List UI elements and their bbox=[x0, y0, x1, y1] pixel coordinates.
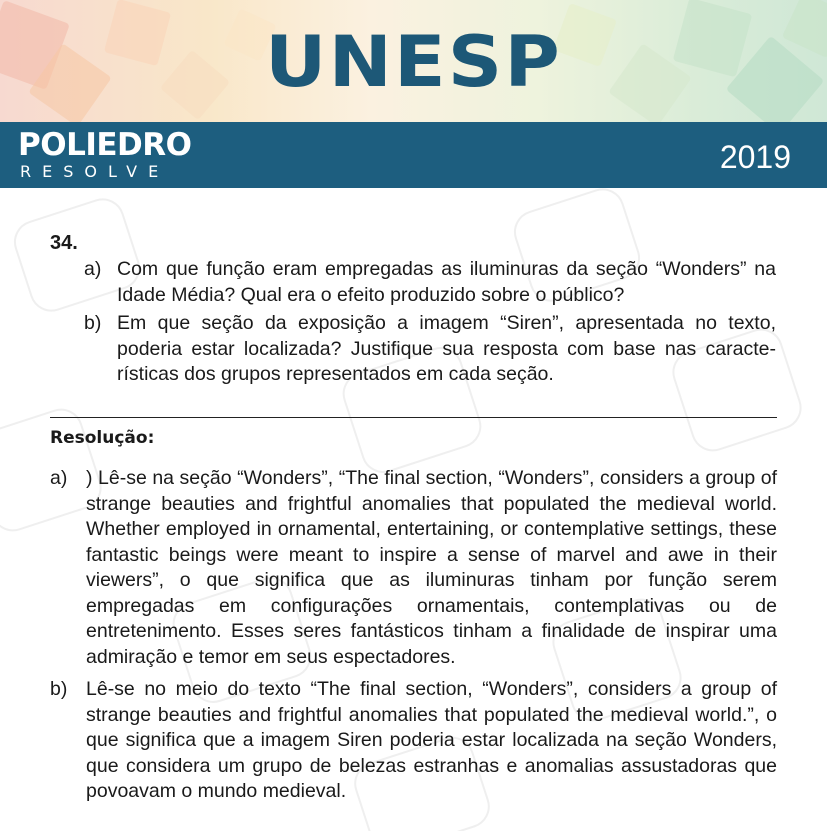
resolution-item-b bbox=[50, 677, 777, 805]
item-text: Em que seção da exposição a imagem “Siren”, apresentada no texto, poderia estar localizada? Justifique sua resposta com base nas características dos grupos representados em cada seção. bbox=[117, 312, 776, 385]
item-label: a) bbox=[50, 467, 68, 489]
item-text: Lê-se no meio do texto “The final section, “Wonders”, considers a group of strange beauties and frightful anomalies that populated the medieval world.”, o que significa que a imagem Siren poderia estar localizada na seção Wonders, que considera um grupo de belezas estranhas e anomalias assustadoras que povoavam o mundo medieval. bbox=[86, 678, 777, 802]
exam-title: UNESP bbox=[265, 21, 562, 103]
item-text: ) Lê-se na seção “Wonders”, “The final section, “Wonders”, considers a group of strange beauties and frightful anomalies that populated the medieval world. Whether employed in ornamental, entertaining, or contemplative settings, these fantastic beings were meant to inspire a sense of marvel and awe in their viewers”, o que significa que as iluminuras tinham por função serem empregadas em configurações ornamentais, contemplativas ou de entretenimento. Esses seres fantásticos tinham a finalidade de inspirar uma admiração e temor em seus espectadores. bbox=[86, 467, 777, 668]
section-divider bbox=[50, 417, 777, 418]
resolution-item-a bbox=[50, 466, 777, 670]
brand-logo-name: POLIEDRO bbox=[18, 127, 192, 163]
item-label: b) bbox=[84, 312, 102, 334]
resolution-title: Resolução: bbox=[50, 428, 155, 448]
item-text: Com que função eram empregadas as iluminuras da seção “Wonders” na Idade Média? Qual era o efeito produzido sobre o público? bbox=[117, 258, 776, 306]
question-item-a bbox=[84, 257, 776, 308]
brand-logo-subtitle: RESOLVE bbox=[20, 162, 170, 181]
question-item-b bbox=[84, 311, 776, 388]
item-label: a) bbox=[84, 258, 102, 280]
exam-year: 2019 bbox=[719, 139, 791, 175]
question-number: 34. bbox=[50, 232, 78, 254]
item-label: b) bbox=[50, 678, 68, 700]
